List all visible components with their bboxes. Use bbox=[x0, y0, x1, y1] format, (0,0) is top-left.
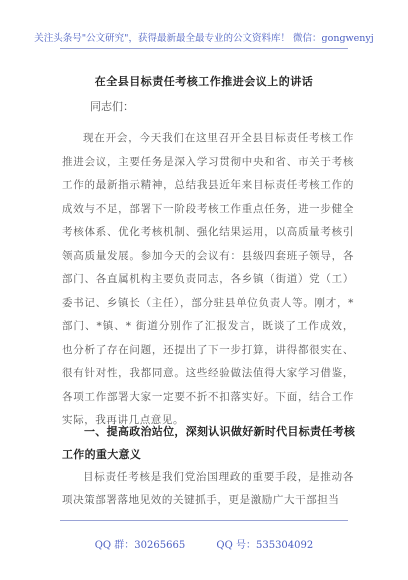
footer-divider bbox=[60, 520, 348, 521]
footer bbox=[0, 536, 408, 551]
section-heading-1: 一、提高政治站位，深刻认识做好新时代目标责任考核工作的重大意义 bbox=[62, 425, 356, 461]
body-paragraph-2: 目标责任考核是我们党治国理政的重要手段，是推动各项决策部署落地见效的关键抓手，更是激励广大干部担当 bbox=[62, 471, 354, 506]
footer-qq-group: QQ 群：30265665 bbox=[94, 540, 186, 551]
body-paragraph-1: 现在开会，今天我们在这里召开全县目标责任考核工作推进会议，主要任务是深入学习贯彻中央和省、市关于考核工作的最新指示精神，总结我县近年来目标责任考核工作的成效与不足，部署下一阶段考核工作重点任务，进一步健全考核体系、优化考核机制、强化结果运用，以高质量考核引领高质量发展。参加今天的会议有：县级四套班子领导，各部门、各直属机构主要负责同志，各乡镇（街道）党（工）委书记、乡镇长（主任），部分驻县单位负责人等。刚才，*部门、*镇、* 街道分别作了汇报发言，既谈了工作成效，也分析了存在问题，还提出了下一步打算，讲得都很实在、很有针对性，我都同意。这些经验做法值得大家学习借鉴，各项工作部署大家一定要不折不扣落实好。下面，结合工作实际，我再讲几点意见。 bbox=[62, 132, 354, 426]
salutation: 同志们： bbox=[90, 100, 134, 113]
document-title: 在全县目标责任考核工作推进会议上的讲话 bbox=[94, 75, 314, 88]
top-banner: 关注头条号"公文研究"，获得最新最全最专业的公文资料库！ 微信：gongwenyj bbox=[34, 33, 374, 44]
header-divider bbox=[60, 48, 348, 49]
footer-qq-number: QQ 号：535304092 bbox=[216, 540, 314, 551]
